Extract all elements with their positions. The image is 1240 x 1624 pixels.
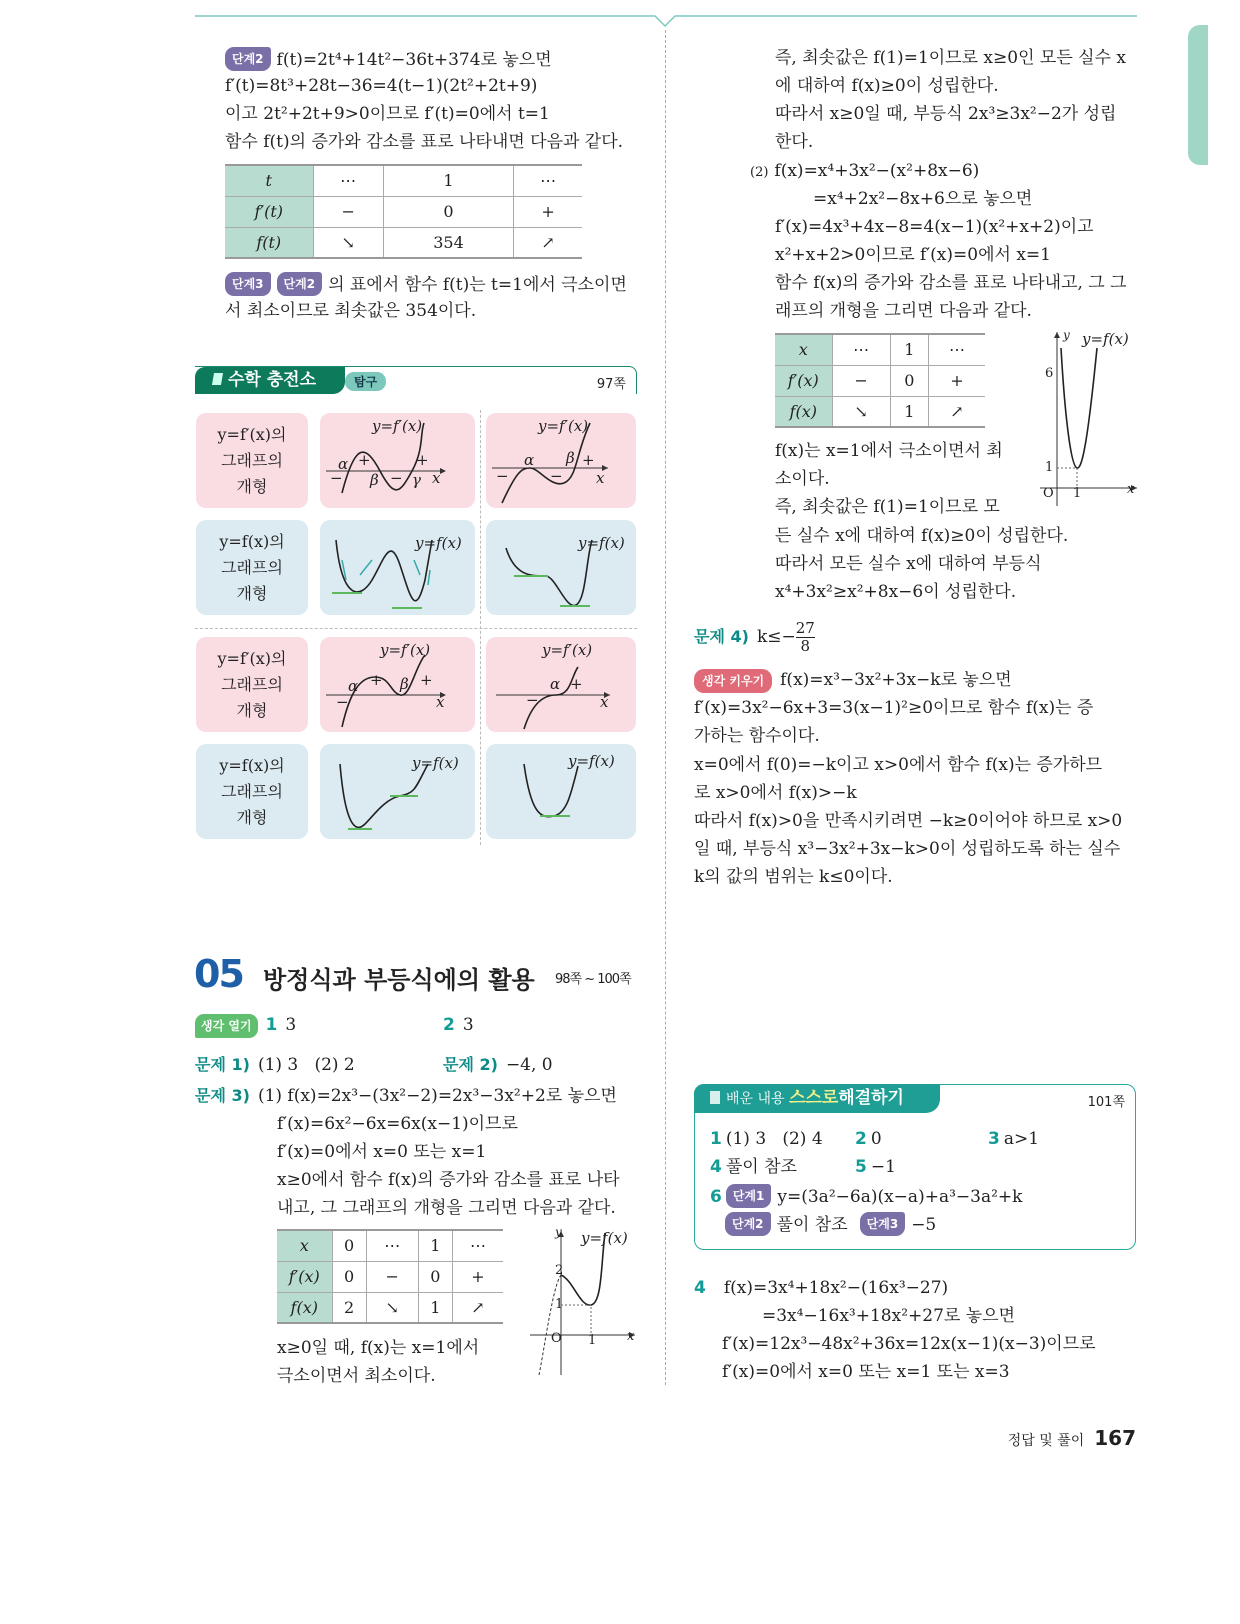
r-after: 든 실수 x에 대하여 f(x)≥0이 성립한다.: [775, 526, 1069, 546]
p3-line: f′(x)=0에서 x=0 또는 x=1: [277, 1142, 487, 1162]
r-p2-line: =x⁴+2x²−8x+6으로 놓으면: [813, 189, 1033, 209]
grow-line: 따라서 f(x)>0을 만족시키려면 −k≥0이어야 하므로 x>0: [694, 811, 1123, 831]
grow-line: x=0에서 f(0)=−k이고 x>0에서 함수 f(x)는 증가하므: [694, 755, 1103, 775]
r-table: x ⋯ 1 ⋯ f′(x) − 0 + f(x) ↘ 1 ↗: [775, 333, 985, 428]
q4-line: f′(x)=12x³−48x²+36x=12x(x−1)(x−3)이므로: [722, 1334, 1096, 1354]
label-f: y=f(x)의 그래프의 개형: [196, 744, 308, 839]
page-number: 167: [1094, 1426, 1136, 1450]
problem-2: 문제 2) −4, 0: [443, 1055, 553, 1075]
section-title: 방정식과 부등식에의 활용: [263, 966, 535, 994]
r-after: 소이다.: [775, 469, 830, 489]
r-top-line: 따라서 x≥0일 때, 부등식 2x³≥3x²−2가 성립: [775, 104, 1117, 124]
q4-line: =3x⁴−16x³+18x²+27로 놓으면: [762, 1306, 1015, 1326]
graph-f-4: y=f(x): [486, 744, 636, 839]
label-fprime: y=f′(x)의 그래프의 개형: [196, 637, 308, 732]
self-a3: 3 a>1: [988, 1129, 1040, 1149]
step3-line: 단계3 단계2 의 표에서 함수 f(t)는 t=1에서 극소이면: [225, 272, 627, 296]
label-fprime: y=f′(x)의 그래프의 개형: [196, 413, 308, 508]
open-answer-2: 2 3: [443, 1015, 474, 1035]
r-after: 즉, 최솟값은 f(1)=1이므로 모: [775, 497, 1000, 517]
self-page: 101쪽: [1087, 1095, 1125, 1110]
r-top-line: 한다.: [775, 132, 814, 152]
r-after: x⁴+3x²≥x²+8x−6이 성립한다.: [775, 582, 1017, 602]
explore-badge: 탐구: [345, 372, 386, 391]
graph-f-1: y=f(x): [320, 520, 475, 615]
footer: 정답 및 풀이 167: [1007, 1426, 1136, 1450]
graph-fprime-1: y=f′(x) α + + − β − γ x: [320, 413, 475, 508]
r-p2-line: 함수 f(x)의 증가와 감소를 표로 나타내고, 그 그: [775, 273, 1127, 293]
self-a5: 5 −1: [855, 1157, 896, 1177]
p3-line: 내고, 그 그래프의 개형을 그리면 다음과 같다.: [277, 1198, 616, 1218]
section-pages: 98쪽 ~ 100쪽: [555, 972, 631, 987]
graph-fprime-3: y=f′(x) α + β + − x: [320, 637, 475, 732]
p3-table: x 0 ⋯ 1 ⋯ f′(x) 0 − 0 + f(x) 2 ↘ 1 ↗: [277, 1229, 503, 1324]
p3-line: x≥0에서 함수 f(x)의 증가와 감소를 표로 나타: [277, 1170, 620, 1190]
increase-decrease-table: t ⋯ 1 ⋯ f′(t) − 0 + f(t) ↘ 354 ↗: [225, 164, 582, 259]
problem-4: 문제 4) k≤− $\frac{27}{8}$: [694, 619, 815, 655]
grow-line: 로 x>0에서 f(x)>−k: [694, 783, 857, 803]
charge-page: 97쪽: [596, 377, 626, 392]
book-icon: [212, 373, 223, 385]
p3-graph: y y=f(x) 2 1 O 1 x: [525, 1225, 640, 1380]
label-f: y=f(x)의 그래프의 개형: [196, 520, 308, 615]
problem-3: 문제 3) (1) f(x)=2x³−(3x²−2)=2x³−3x²+2로 놓으면: [195, 1086, 617, 1106]
graph-f-3: y=f(x): [320, 744, 475, 839]
q4-line: 4 f(x)=3x⁴+18x²−(16x³−27): [694, 1278, 949, 1298]
step2-line: 이고 2t²+2t+9>0이므로 f′(t)=0에서 t=1: [225, 104, 550, 124]
edge-tab: [1188, 25, 1208, 165]
p3-after: 극소이면서 최소이다.: [277, 1366, 436, 1386]
graph-fprime-2: y=f′(x) α β + − − x: [486, 413, 636, 508]
grow-line: 가하는 함수이다.: [694, 726, 820, 746]
r-p2-line: (2) f(x)=x⁴+3x²−(x²+8x−6): [750, 161, 980, 181]
self-a6: 6 단계1 y=(3a²−6a)(x−a)+a³−3a²+k: [710, 1184, 1022, 1208]
step2-badge: 단계2: [225, 47, 271, 71]
charge-divider-h: [195, 628, 637, 629]
grow-line: 일 때, 부등식 x³−3x²+3x−k>0이 성립하도록 하는 실수: [694, 839, 1121, 859]
r-after: 따라서 모든 실수 x에 대하여 부등식: [775, 554, 1042, 574]
problem-1: 문제 1) (1) 3 (2) 2: [195, 1055, 355, 1075]
r-p2-line: f′(x)=4x³+4x−8=4(x−1)(x²+x+2)이고: [775, 217, 1094, 237]
self-a1: 1 (1) 3 (2) 4: [710, 1129, 823, 1149]
step2-line: 단계2 f(t)=2t⁴+14t²−36t+374로 놓으면: [225, 47, 552, 71]
open-answers: 생각 열기 1 3: [195, 1014, 296, 1038]
step3-line: 서 최소이므로 최솟값은 354이다.: [225, 301, 477, 321]
p3-line: f′(x)=6x²−6x=6x(x−1)이므로: [277, 1114, 518, 1134]
q4-line: f′(x)=0에서 x=0 또는 x=1 또는 x=3: [722, 1362, 1010, 1382]
r-graph: y y=f(x) 6 1 O 1 x: [1035, 328, 1140, 508]
grow-line: 생각 키우기 f(x)=x³−3x²+3x−k로 놓으면: [694, 669, 1012, 693]
note-icon: [710, 1091, 720, 1104]
self-a4: 4 풀이 참조: [710, 1157, 797, 1177]
r-p2-line: x²+x+2>0이므로 f′(x)=0에서 x=1: [775, 245, 1051, 265]
r-after: f(x)는 x=1에서 극소이면서 최: [775, 441, 1003, 461]
charge-title: 수학 충전소: [228, 370, 317, 390]
charge-header: [195, 366, 637, 394]
step2-line: 함수 f(t)의 증가와 감소를 표로 나타내면 다음과 같다.: [225, 132, 624, 152]
p3-after: x≥0일 때, f(x)는 x=1에서: [277, 1338, 480, 1358]
section-number: 05: [194, 952, 243, 996]
self-solve-box: 배운 내용 스스로해결하기 101쪽: [694, 1084, 1136, 1250]
top-rule: [0, 0, 1240, 40]
grow-line: k의 값의 범위는 k≤0이다.: [694, 867, 893, 887]
graph-f-2: y=f(x): [486, 520, 636, 615]
r-top-line: 에 대하여 f(x)≥0이 성립한다.: [775, 76, 999, 96]
graph-fprime-4: y=f′(x) α + − x: [486, 637, 636, 732]
self-a6-cont: 단계2 풀이 참조 단계3 −5: [725, 1212, 936, 1236]
step2-line: f′(t)=8t³+28t−36=4(t−1)(2t²+2t+9): [225, 76, 538, 96]
self-a2: 2 0: [855, 1129, 882, 1149]
grow-line: f′(x)=3x²−6x+3=3(x−1)²≥0이므로 함수 f(x)는 증: [694, 698, 1094, 718]
column-divider: [665, 30, 666, 1385]
r-top-line: 즉, 최솟값은 f(1)=1이므로 x≥0인 모든 실수 x: [775, 48, 1126, 68]
r-p2-line: 래프의 개형을 그리면 다음과 같다.: [775, 301, 1032, 321]
